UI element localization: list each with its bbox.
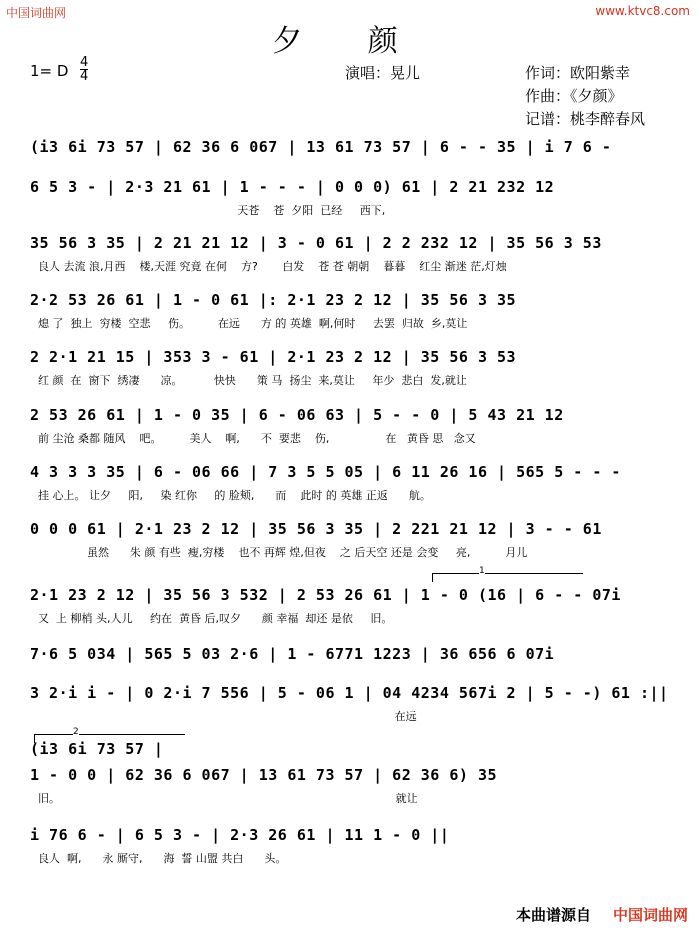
score-row-4 [30,291,670,331]
lyrics: 前 尘沧 桑都 随风 吧。 美人 啊, 不 要悲 伤, 在 黄昏 思 念又 [38,432,476,445]
lyrics: 熄 了 独上 穷楼 空悲 伤。 在远 方 的 英雄 啊,何时 去罢 归故 乡,莫让 [38,317,468,330]
song-title: 夕 颜 [272,24,426,59]
score-row-1 [30,138,670,162]
score-row-10 [30,645,670,663]
time-sig-bottom: 4 [80,69,89,84]
score-row-8 [30,520,670,560]
notes: (i3 6i 73 57 | [30,740,164,758]
notes: 2 2·1 21 15 | 353 3 - 61 | 2·1 23 2 12 | 35 56 3 53 [30,348,517,366]
footer-source-label: 本曲谱源自 [515,906,591,924]
score-row-6 [30,406,670,446]
key-signature: 1= D [30,62,69,80]
lyrics: 挂 心上。 让夕 阳, 染 红你 的 脸颊, 而 此时 的 英雄 正返 航。 [38,489,431,502]
credits [525,62,645,131]
lyricist: 作词：欧阳紫幸 [525,64,631,82]
time-sig-top: 4 [80,55,89,70]
notes: 35 56 3 35 | 2 21 21 12 | 3 - 0 61 | 2 2 232 12 | 35 56 3 53 [30,234,602,252]
notes: 2 53 26 61 | 1 - 0 35 | 6 - 06 63 | 5 - - 0 | 5 43 21 12 [30,406,564,424]
transcriber: 记谱：桃李醉春风 [525,110,646,128]
source-footer [516,904,688,925]
site-logo-left: 中国词曲网 [6,6,67,20]
singer: 演唱：晃儿 [345,64,421,82]
lyrics: 良人 啊, 永 厮守, 海 誓 山盟 共白 头。 [38,852,287,865]
notes: 2·1 23 2 12 | 35 56 3 532 | 2 53 26 61 | 1 - 0 (16 | 6 - - 07i [30,586,621,604]
score-row-12 [30,740,670,758]
notes: i 76 6 - | 6 5 3 - | 2·3 26 61 | 11 1 - 0 || [30,826,450,844]
volta-1: 1 [432,573,583,582]
notes: 1 - 0 0 | 62 36 6 067 | 13 61 73 57 | 62 36 6) 35 [30,766,498,784]
lyrics: 旧。 就让 [38,792,418,805]
score-row-11 [30,684,670,724]
score-row-3 [30,234,670,274]
footer-site-name: 中国词曲网 [612,906,688,924]
notes: 6 5 3 - | 2·3 21 61 | 1 - - - | 0 0 0) 61 | 2 21 232 12 [30,178,555,196]
notes: 7·6 5 034 | 565 5 03 2·6 | 1 - 6771 1223 | 36 656 6 07i [30,645,555,663]
volta-2: 2 [34,734,185,743]
lyrics: 天苍 苍 夕阳 已经 西下, [38,204,386,217]
notes: 4 3 3 3 35 | 6 - 06 66 | 7 3 5 5 05 | 6 11 26 16 | 565 5 - - - [30,463,621,481]
score-row-2 [30,178,670,218]
notes: 0 0 0 61 | 2·1 23 2 12 | 35 56 3 35 | 2 221 21 12 | 3 - - 61 [30,520,602,538]
score-row-9 [30,586,670,626]
lyrics: 虽然 朱 颜 有些 瘦,穷楼 也不 再辉 煌,但夜 之 后天空 还是 会变 亮, 月儿 [38,546,528,559]
lyrics: 在远 [38,710,417,723]
lyrics: 良人 去流 浪,月西 楼,天涯 究竟 在何 方? 白发 苍 苍 朝朝 暮暮 红尘 渐迷 茫,灯烛 [38,260,507,273]
time-signature [80,56,88,83]
notes: (i3 6i 73 57 | 62 36 6 067 | 13 61 73 57 | 6 - - 35 | i 7 6 - [30,138,612,156]
score-row-7 [30,463,670,503]
notes: 3 2·i i - | 0 2·i 7 556 | 5 - 06 1 | 04 4234 567i 2 | 5 - -) 61 :|| [30,684,669,702]
site-url: www.ktvc8.com [595,4,690,18]
lyrics: 红 颜 在 窗下 绣凄 凉。 快快 策 马 扬尘 来,莫让 年少 悲白 发,就让 [38,374,467,387]
lyrics: 又 上 柳梢 头,人儿 约在 黄昏 后,叹夕 颜 幸福 却还 是依 旧。 [38,612,393,625]
score-row-14 [30,826,670,866]
composer: 作曲：《夕颜》 [525,87,623,105]
score-row-5 [30,348,670,388]
notes: 2·2 53 26 61 | 1 - 0 61 |: 2·1 23 2 12 | 35 56 3 35 [30,291,517,309]
score-row-13 [30,766,670,806]
